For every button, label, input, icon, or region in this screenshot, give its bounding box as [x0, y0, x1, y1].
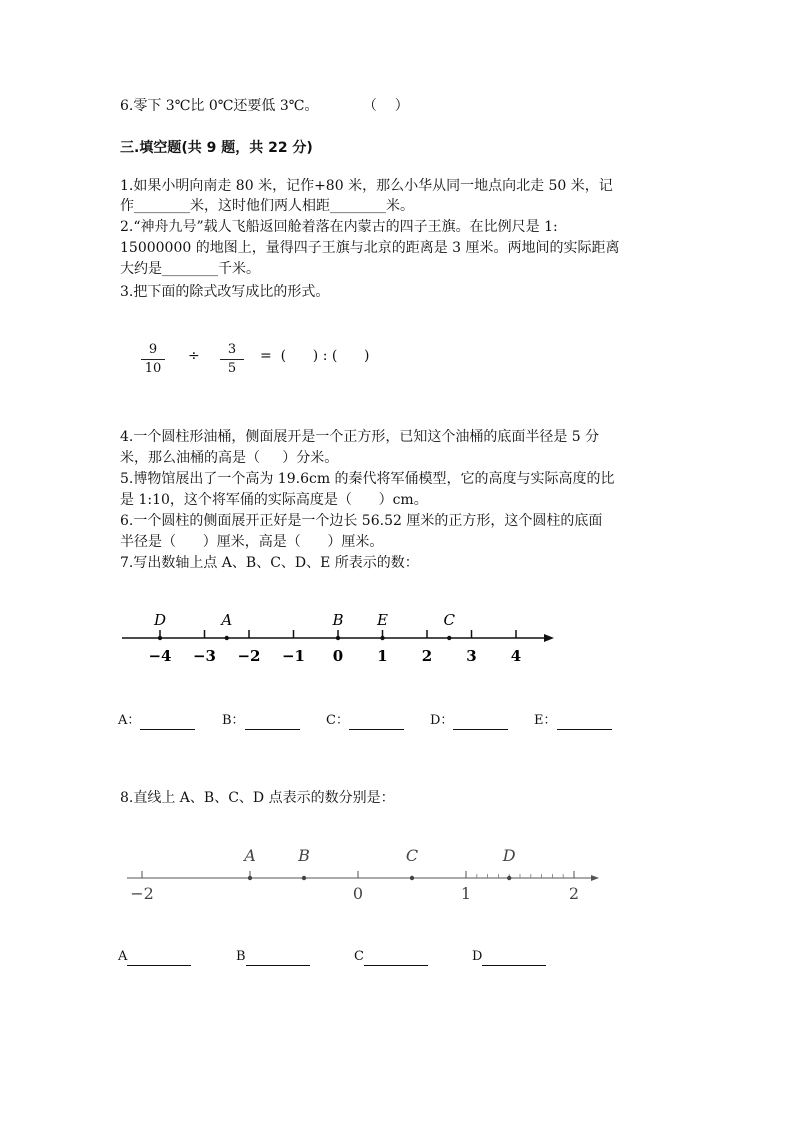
answer-blank[interactable] [246, 950, 310, 966]
answer-label: D [472, 949, 483, 964]
fraction-denominator: 10 [144, 361, 162, 376]
point-label-c: C [405, 846, 419, 865]
answer-blank[interactable] [127, 950, 191, 966]
tick-label: −2 [130, 884, 154, 903]
answer-blank[interactable] [453, 714, 508, 730]
answer-item [472, 948, 546, 966]
tick-label: 2 [421, 647, 433, 665]
answer-label: C： [326, 713, 349, 728]
point-c [447, 636, 451, 640]
section-title: 三.填空题(共 9 题，共 22 分) [120, 140, 313, 156]
q3-line: 3.把下面的除式改写成比的形式。 [120, 284, 330, 300]
tick-label: 3 [466, 647, 477, 665]
point-label-e: E [377, 611, 388, 629]
fraction-bar [141, 359, 165, 360]
number-line-2 [115, 840, 610, 905]
q2-line3: 大约是________千米。 [120, 261, 260, 277]
point-a [248, 876, 252, 880]
q7-answer-row [118, 712, 638, 732]
answer-item [118, 948, 191, 966]
point-a [225, 636, 229, 640]
answer-blank[interactable] [140, 714, 195, 730]
answer-item [430, 712, 508, 730]
q5-line1: 5.博物馆展出了一个高为 19.6cm 的秦代将军俑模型，它的高度与实际高度的比 [120, 471, 615, 487]
point-d [507, 876, 511, 880]
point-label-b: B [332, 611, 344, 629]
tick-label: −1 [281, 647, 306, 665]
answer-label: A [118, 949, 128, 964]
tick-label: −4 [148, 647, 172, 665]
fraction-numerator: 3 [227, 342, 237, 357]
q6b-line2: 半径是（ ）厘米，高是（ ）厘米。 [120, 534, 384, 550]
axis-arrow [544, 634, 554, 642]
point-c [410, 876, 414, 880]
q8-line: 8.直线上 A、B、C、D 点表示的数分别是： [120, 790, 395, 806]
q1-line1: 1.如果小明向南走 80 米，记作+80 米，那么小华从同一地点向北走 50 米，记 [120, 178, 613, 194]
answer-item [354, 948, 428, 966]
answer-blank[interactable] [364, 950, 428, 966]
answer-item [222, 712, 300, 730]
q2-line1: 2.“神舟九号”载人飞船返回舱着落在内蒙古的四子王旗。在比例尺是 1: [120, 219, 558, 235]
division-sign: ÷ [188, 348, 200, 364]
answer-blank[interactable] [349, 714, 404, 730]
point-label-d: D [502, 846, 516, 865]
answer-item [118, 712, 195, 730]
q8-answer-row [118, 948, 578, 968]
point-e [380, 636, 384, 640]
answer-label: E： [534, 713, 557, 728]
fraction-numerator: 9 [148, 342, 158, 357]
point-b [336, 636, 340, 640]
q4-line1: 4.一个圆柱形油桶，侧面展开是一个正方形，已知这个油桶的底面半径是 5 分 [120, 429, 600, 445]
tick-label: 1 [377, 647, 388, 665]
answer-label: B： [222, 713, 245, 728]
q6b-line1: 6.一个圆柱的侧面展开正好是一个边长 56.52 厘米的正方形，这个圆柱的底面 [120, 513, 603, 529]
answer-blank[interactable] [482, 950, 546, 966]
point-label-a: A [221, 611, 233, 629]
point-d [158, 636, 162, 640]
axis-arrow [591, 875, 599, 881]
tick-label: 2 [568, 884, 580, 903]
answer-blank[interactable] [245, 714, 300, 730]
answer-item [236, 948, 310, 966]
answer-blank[interactable] [557, 714, 612, 730]
point-label-d: D [153, 611, 167, 629]
q2-line2: 15000000 的地图上，量得四子王旗与北京的距离是 3 厘米。两地间的实际距离 [120, 240, 620, 256]
tick-label: 0 [332, 647, 344, 665]
tick-label: −2 [237, 647, 261, 665]
q6-judgement-line: 6.零下 3℃比 0℃还要低 3℃。 （ ） [120, 98, 409, 114]
answer-label: C [354, 949, 364, 964]
point-label-b: B [298, 846, 310, 865]
tick-label: 0 [352, 884, 364, 903]
number-line-1 [110, 605, 570, 670]
fraction-9-10 [141, 343, 165, 376]
q4-line2: 米，那么油桶的高是（ ）分米。 [120, 450, 339, 466]
tick-label: 1 [460, 884, 472, 903]
ratio-blanks: = ( ) : ( ) [260, 348, 370, 364]
q1-line2: 作________米，这时他们两人相距________米。 [120, 198, 414, 214]
fraction-3-5 [220, 343, 244, 376]
q7-line: 7.写出数轴上点 A、B、C、D、E 所表示的数： [120, 555, 419, 571]
q5-line2: 是 1:10，这个将军俑的实际高度是（ ）cm。 [120, 492, 428, 508]
answer-item [326, 712, 404, 730]
point-b [302, 876, 306, 880]
point-label-c: C [443, 611, 455, 629]
tick-label: −3 [192, 647, 217, 665]
fraction-bar [220, 359, 244, 360]
point-label-a: A [244, 846, 256, 865]
answer-label: A： [118, 713, 141, 728]
fraction-denominator: 5 [227, 361, 237, 376]
tick-label: 4 [510, 647, 522, 665]
answer-label: D： [430, 713, 454, 728]
answer-item [534, 712, 612, 730]
answer-label: B [236, 949, 246, 964]
